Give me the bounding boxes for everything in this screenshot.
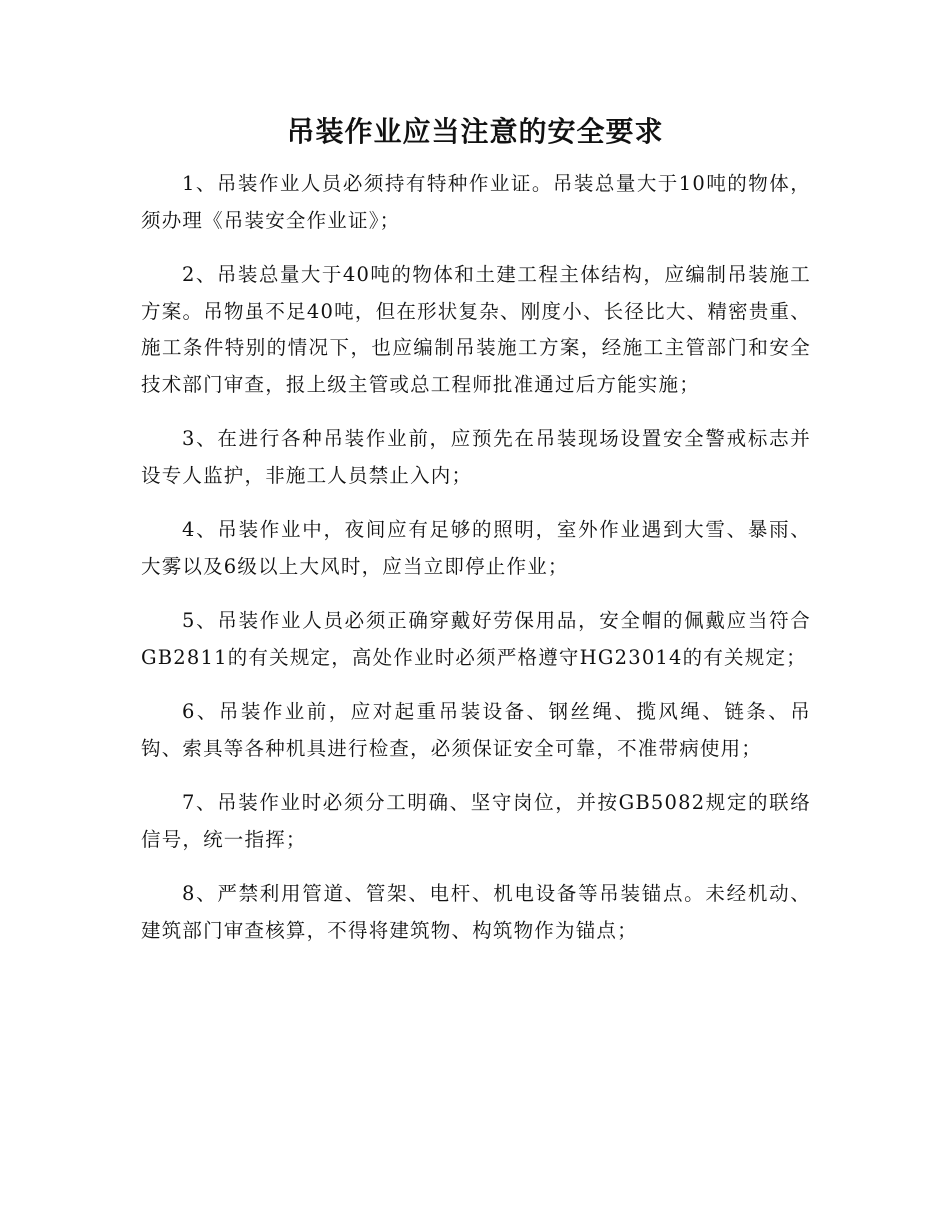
paragraph-1: 1、吊装作业人员必须持有特种作业证。吊装总量大于10吨的物体，须办理《吊装安全作业证》； bbox=[141, 172, 811, 232]
document-title: 吊装作业应当注意的安全要求 bbox=[286, 115, 664, 148]
paragraph-3: 3、在进行各种吊装作业前，应预先在吊装现场设置安全警戒标志并设专人监护，非施工人员禁止入内； bbox=[141, 427, 811, 487]
paragraph-6: 6、吊装作业前，应对起重吊装设备、钢丝绳、揽风绳、链条、吊钩、索具等各种机具进行检查，必须保证安全可靠，不准带病使用； bbox=[141, 700, 811, 760]
paragraph-4: 4、吊装作业中，夜间应有足够的照明，室外作业遇到大雪、暴雨、大雾以及6级以上大风时，应当立即停止作业； bbox=[141, 518, 811, 578]
paragraph-5: 5、吊装作业人员必须正确穿戴好劳保用品，安全帽的佩戴应当符合GB2811的有关规定，高处作业时必须严格遵守HG23014的有关规定； bbox=[141, 609, 811, 669]
paragraph-8: 8、严禁利用管道、管架、电杆、机电设备等吊装锚点。未经机动、建筑部门审查核算，不得将建筑物、构筑物作为锚点； bbox=[141, 882, 811, 942]
document-body bbox=[141, 166, 811, 967]
paragraph-2: 2、吊装总量大于40吨的物体和土建工程主体结构，应编制吊装施工方案。吊物虽不足40吨，但在形状复杂、刚度小、长径比大、精密贵重、施工条件特别的情况下，也应编制吊装施工方案，经施工主管部门和安全技术部门审查，报上级主管或总工程师批准通过后方能实施； bbox=[141, 263, 811, 396]
paragraph-7: 7、吊装作业时必须分工明确、坚守岗位，并按GB5082规定的联络信号，统一指挥； bbox=[141, 791, 811, 851]
